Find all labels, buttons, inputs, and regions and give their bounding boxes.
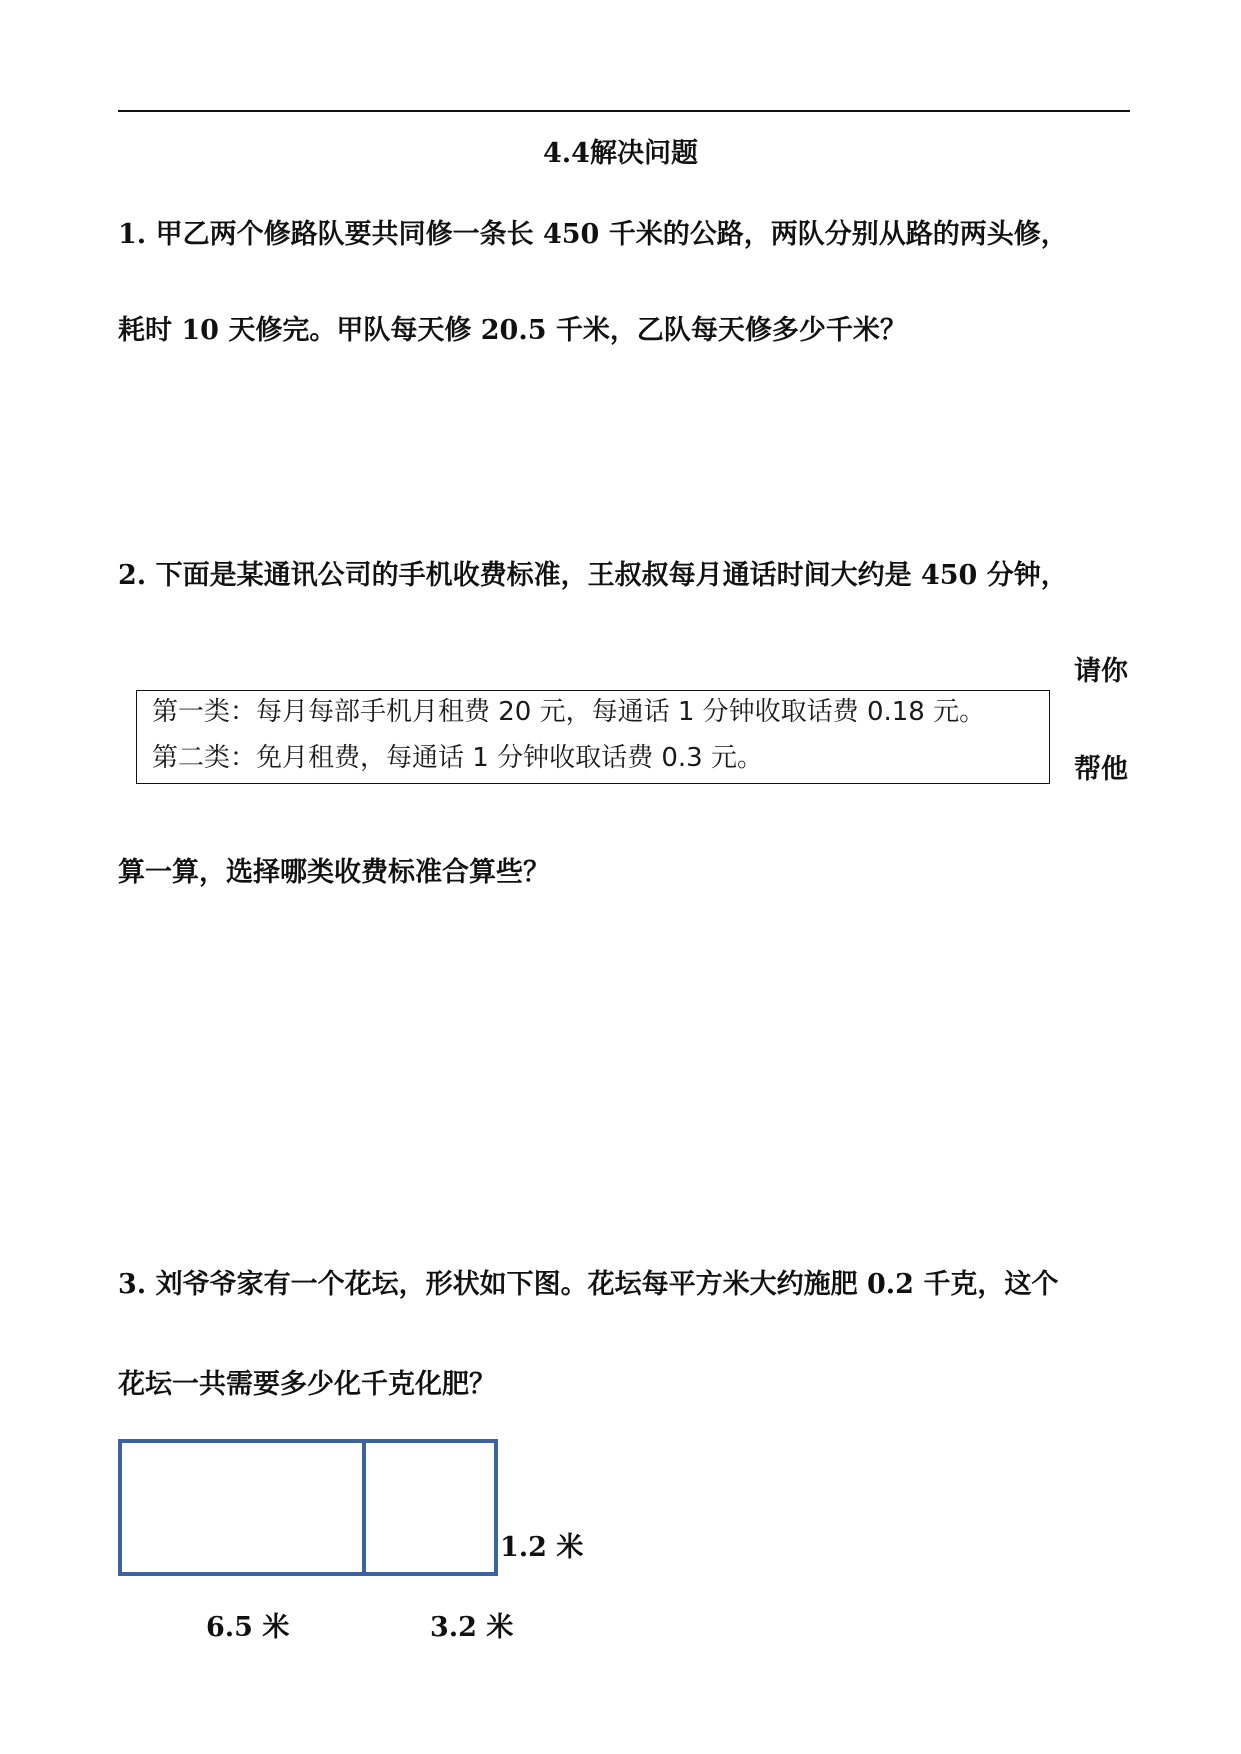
flower-bed-left-length-label: 6.5 米 xyxy=(206,1612,290,1643)
fee-standard-box xyxy=(136,690,1050,784)
fee-standard-type-1: 第一类：每月每部手机月租费 20 元，每通话 1 分钟收取话费 0.18 元。 xyxy=(152,697,986,727)
flower-bed-figure xyxy=(118,1439,498,1576)
problem-2-side-text-1: 请你 xyxy=(1074,656,1128,687)
page-title: 4.4解决问题 xyxy=(543,138,698,169)
problem-3-line-2: 花坛一共需要多少化千克化肥？ xyxy=(118,1369,496,1400)
problem-2-line-2: 算一算，选择哪类收费标准合算些？ xyxy=(118,857,550,888)
flower-bed-width-label: 1.2 米 xyxy=(500,1532,584,1563)
problem-1-line-2: 耗时 10 天修完。甲队每天修 20.5 千米，乙队每天修多少千米？ xyxy=(118,315,907,346)
flower-bed-right-length-label: 3.2 米 xyxy=(430,1612,514,1643)
fee-standard-type-2: 第二类：免月租费，每通话 1 分钟收取话费 0.3 元。 xyxy=(152,743,763,773)
flower-bed-outline xyxy=(120,1441,496,1574)
problem-2-side-text-2: 帮他 xyxy=(1074,754,1128,785)
header-rule xyxy=(118,110,1130,112)
problem-2-line-1: 2. 下面是某通讯公司的手机收费标准，王叔叔每月通话时间大约是 450 分钟， xyxy=(118,560,1068,591)
problem-3-line-1: 3. 刘爷爷家有一个花坛，形状如下图。花坛每平方米大约施肥 0.2 千克，这个 xyxy=(118,1269,1059,1300)
problem-1-line-1: 1. 甲乙两个修路队要共同修一条长 450 千米的公路，两队分别从路的两头修， xyxy=(118,219,1068,250)
